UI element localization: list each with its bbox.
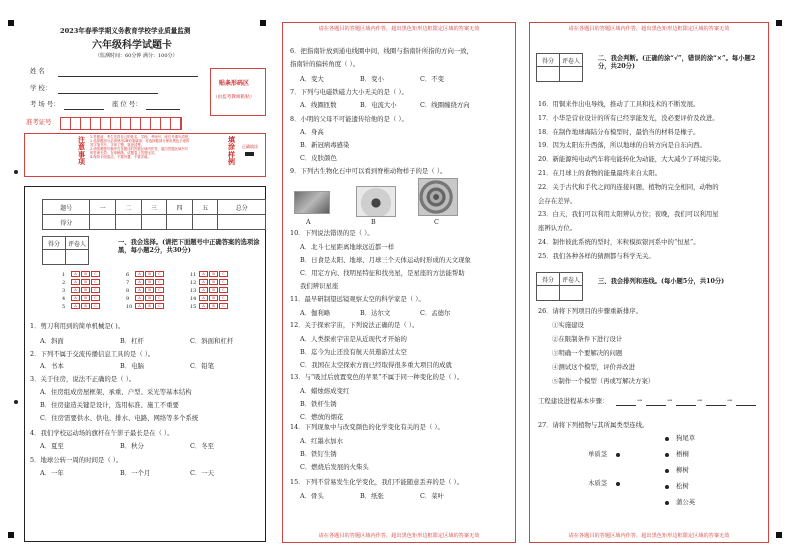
warning-top: 请在各题目的答题区域内作答，超出黑色矩形边框限定区域的答案无效 (568, 26, 730, 32)
bubble-row (126, 303, 165, 310)
judge-item: 20．新能源纯电动汽车将电能转化为动能，大大减少了环境污染。 (538, 155, 726, 164)
bubble-number: 9 (126, 295, 130, 302)
option: A．斜面 (40, 337, 64, 345)
answer-bubble[interactable]: A (135, 287, 144, 293)
grader-cell[interactable] (560, 286, 583, 301)
connect-dot[interactable] (665, 501, 669, 505)
option: A．住房组成房屋框架、承重、户型、采光等基本结构 (40, 388, 192, 396)
question-8: 8．小明的父母不可能遗传给他的是（ ）。 (290, 115, 408, 123)
option: B．达尔文 (360, 309, 391, 317)
answer-bubble[interactable]: A (199, 295, 208, 301)
grader-cell[interactable] (537, 286, 560, 301)
score-header: 四 (167, 200, 193, 215)
corner-mark (776, 532, 782, 538)
answer-bubble[interactable]: C (219, 279, 228, 285)
answer-bubble[interactable]: C (91, 279, 100, 285)
question-9: 9．下列古生物化石中可以看到脊椎动物样子的是（ ）。 (290, 167, 447, 175)
answer-bubble[interactable]: C (219, 287, 228, 293)
option: C．住房需要供水、供电、排水、电路、网络等多个系统 (40, 414, 199, 422)
answer-bubble[interactable]: A (71, 279, 80, 285)
notice-line: 2.选择题部分必须使用2B铅笔填涂；非选择题部分使用黑色字迹的 (90, 138, 190, 143)
answer-bubble[interactable]: C (91, 271, 100, 277)
grader-label: 评卷人 (560, 54, 583, 67)
option: C．用定方向、找明星特征和找亮星，是星座的方法能帮助 (300, 269, 465, 277)
option: A．红墨水加水 (300, 437, 343, 445)
option: C．冬至 (190, 442, 215, 450)
notice-line: 3.请按照题号顺序在各题目的答题区域内作答，超出答题区域书写 (90, 146, 189, 151)
bubble-row (126, 279, 165, 286)
question-4: 4．我们学校运动场的旗杆在午影子最长是在（ ）。 (30, 429, 174, 437)
grader-label: 评卷人 (66, 237, 89, 250)
option: 我们辨识星座 (300, 282, 339, 290)
bubble-number: 15 (190, 303, 197, 310)
question-5: 5．地球公转一周的时间是（ ）。 (30, 456, 123, 464)
sequence-blank[interactable] (646, 405, 666, 406)
bubble-row (190, 271, 229, 278)
answer-bubble[interactable]: C (155, 279, 164, 285)
notice-title: 注意事项 (78, 135, 85, 167)
option: B．电脑 (120, 362, 144, 370)
answer-bubble[interactable]: B (81, 287, 90, 293)
answer-bubble[interactable]: C (219, 271, 228, 277)
answer-bubble[interactable]: C (155, 287, 164, 293)
grader-score-label: 得分 (537, 273, 560, 286)
score-cell[interactable] (116, 215, 142, 230)
option: C．孟德尔 (420, 309, 451, 317)
sequence-blank[interactable] (616, 405, 636, 406)
binding-hole (14, 400, 18, 404)
barcode-title: 贴条形码区 (219, 80, 250, 87)
grader-box-1 (42, 236, 89, 265)
score-header: 一 (90, 200, 116, 215)
answer-bubble[interactable]: B (209, 295, 218, 301)
corner-mark (776, 20, 782, 26)
option: B．日食是太阳、地球、月球三个天体运动时形成的天文现象 (300, 256, 471, 264)
judge-item: 23．白天，我们可以利用太阳辨认方位；夜晚，我们可以利用星 (538, 210, 719, 219)
answer-bubble[interactable]: B (209, 303, 218, 309)
corner-mark (8, 20, 14, 26)
answer-bubble[interactable]: B (145, 295, 154, 301)
answer-bubble[interactable]: A (135, 303, 144, 309)
q27-left: 木质茎 (588, 479, 608, 487)
grader-cell[interactable] (560, 67, 583, 82)
option: A．线圈匝数 (300, 101, 337, 109)
q26-step: ⑤制作一个模型（再或写解决方案） (552, 377, 655, 385)
arrow-icon: → (637, 397, 643, 404)
question-3: 3．关于住房，说法不正确的是（ ）。 (30, 375, 136, 383)
option: A．北斗七星距离地球远近都一样 (300, 243, 395, 251)
q26-step: ②在限制条件下进行设计 (552, 335, 623, 343)
sequence-blank[interactable] (706, 405, 726, 406)
answer-bubble[interactable]: A (71, 287, 80, 293)
room-field[interactable] (64, 109, 104, 110)
answer-bubble[interactable]: A (71, 271, 80, 277)
option: A．夏至 (40, 442, 64, 450)
option: B．纸张 (360, 492, 384, 500)
bubble-row (62, 303, 101, 310)
answer-bubble[interactable]: A (199, 279, 208, 285)
bubble-row (62, 279, 101, 286)
option: A．书本 (40, 362, 64, 370)
score-cell[interactable] (192, 215, 218, 230)
connect-dot[interactable] (665, 437, 669, 441)
answer-bubble[interactable]: C (155, 295, 164, 301)
fill-correct-label: 正确填涂 (242, 144, 258, 149)
question-10: 10．下列说法错误的是（ ）。 (290, 229, 374, 237)
q26-step: ③明确一个要解决的问题 (552, 349, 623, 357)
fossil-image-a (294, 191, 330, 214)
grader-label: 评卷人 (560, 273, 583, 286)
option: B．电流大小 (360, 101, 397, 109)
exam-no-label: 准考证号 (26, 118, 52, 126)
answer-bubble[interactable]: A (199, 271, 208, 277)
arrow-icon: → (727, 397, 733, 404)
q27-left: 单质茎 (588, 450, 608, 458)
connect-dot[interactable] (616, 453, 620, 457)
judge-item: 21．在月球上的食物的能量最终来自太阳。 (538, 169, 662, 177)
fill-correct-sample (245, 152, 254, 156)
score-header: 总分 (218, 200, 266, 215)
school-label: 学 校： (30, 84, 52, 92)
answer-bubble[interactable]: B (209, 271, 218, 277)
judge-item: 22．关于古代和手代之间的连接问题，植物的完全相同，动物的 (538, 182, 719, 191)
q26-step: ④测试这个模型，评价并改进 (552, 363, 636, 371)
notice-line: 4.保持卡面清洁，不要折叠、不要弄破。 (90, 154, 151, 159)
section3-title: 三、我会排列和连线。(每小题5分，共10分) (598, 278, 725, 285)
barcode-area (210, 68, 266, 116)
judge-item: 18．在制作地球海陆分布模型时，最恰当的材料是橡子。 (538, 127, 700, 136)
option: B．秋分 (120, 442, 144, 450)
answer-bubble[interactable]: A (135, 271, 144, 277)
grader-cell[interactable] (537, 67, 560, 82)
bubble-row (190, 303, 229, 310)
bubble-row (62, 295, 101, 302)
bubble-number: 3 (62, 287, 66, 294)
notice-line: 签字笔书写，字体工整、笔迹清楚。 (90, 142, 145, 147)
option: A．伽利略 (300, 309, 331, 317)
score-cell[interactable] (90, 215, 116, 230)
grader-box-3 (536, 272, 583, 301)
room-label: 考 场 号： (30, 100, 60, 108)
question-12: 12．关于探索宇宙，下列说法正确的是（ ）。 (290, 321, 419, 329)
answer-bubble[interactable]: C (155, 303, 164, 309)
answer-bubble[interactable]: B (81, 279, 90, 285)
sequence-blank[interactable] (736, 405, 756, 406)
bubble-row (126, 295, 165, 302)
bubble-number: 8 (126, 287, 130, 294)
option: A．骨头 (300, 492, 324, 500)
bubble-number: 7 (126, 279, 130, 286)
section1-title: 一、我会选择。(请把下面题号中正确答案的选项涂黑，每小题2分，共30分) (118, 239, 260, 255)
answer-bubble[interactable]: C (91, 303, 100, 309)
answer-bubble[interactable]: A (135, 295, 144, 301)
fill-sample-title: 填涂样例 (228, 135, 235, 167)
question-15: 15．下列不常易发生化学变化，我们不能随意丢弃的是（ ）。 (290, 478, 464, 486)
score-row-label: 得分 (43, 215, 90, 230)
notice-list (90, 136, 192, 159)
school-field[interactable] (58, 93, 158, 94)
judge-item: 16．用铜来作出电导线，推动了工具和技术的不断发展。 (538, 100, 700, 108)
bubble-number: 10 (126, 303, 133, 310)
arrow-icon: → (667, 397, 673, 404)
option: C．菜叶 (420, 492, 445, 500)
binding-hole (14, 170, 18, 174)
grader-box-2 (536, 53, 583, 82)
bubble-row (190, 279, 229, 286)
score-cell[interactable] (167, 215, 193, 230)
bubble-number: 1 (62, 271, 66, 278)
answer-bubble[interactable]: C (219, 295, 228, 301)
answer-bubble[interactable]: A (135, 279, 144, 285)
option: C．斜面和杠杆 (190, 337, 234, 345)
q26-title: 26．请将下列项目的步骤重新排序。 (538, 307, 642, 315)
seat-label: 座 位 号： (112, 100, 142, 108)
exam-meta: （监测时间：60分钟 满分：100分） (95, 53, 178, 59)
warning-top: 请在各题目的答题区域内作答，超出黑色矩形边框限定区域的答案无效 (318, 26, 480, 32)
answer-bubble[interactable]: A (71, 303, 80, 309)
grader-score-label: 得分 (43, 237, 66, 250)
answer-bubble[interactable]: C (91, 295, 100, 301)
warning-bottom: 请在各题目的答题区域内作答，超出黑色矩形边框限定区域的答案无效 (318, 533, 480, 539)
answer-bubble[interactable]: B (145, 271, 154, 277)
fossil-label-b: B (371, 218, 376, 226)
option: A．身高 (300, 128, 324, 136)
connect-dot[interactable] (665, 453, 669, 457)
fossil-label-a: A (306, 218, 311, 226)
name-label: 姓 名 (30, 67, 45, 75)
option: C．铅笔 (190, 362, 215, 370)
answer-bubble[interactable]: C (155, 271, 164, 277)
bubble-row (62, 287, 101, 294)
option: B．迄今为止还没有航天员遨游过太空 (300, 348, 407, 356)
connect-dot[interactable] (665, 485, 669, 489)
notice-line: 的答案无效；在草稿纸、试题卷上答题无效。 (90, 150, 158, 155)
q27-right: 狗尾草 (676, 434, 696, 442)
option: C．线圈缠绕方向 (420, 101, 470, 109)
option: B．一个月 (120, 469, 151, 477)
question-7: 7．下列与电磁铁磁力大小无关的是（ ）。 (290, 88, 408, 96)
bubble-row (62, 271, 101, 278)
score-header: 三 (141, 200, 167, 215)
q27-right: 柳树 (676, 466, 689, 474)
q27-right: 蒲公英 (676, 498, 696, 506)
answer-bubble[interactable]: B (145, 303, 154, 309)
bubble-number: 2 (62, 279, 66, 286)
bubble-row (126, 287, 165, 294)
question-14: 14．下列现象中与改变颜色的化学变化有关的是（ ）。 (290, 423, 444, 431)
option: B．住房建造关键是设计，选用标准、施工不重要 (40, 401, 179, 409)
arrow-icon: → (697, 397, 703, 404)
option: B．变小 (360, 75, 384, 83)
bubble-number: 13 (190, 287, 197, 294)
corner-mark (8, 532, 14, 538)
score-cell[interactable] (141, 215, 167, 230)
option: A．变大 (300, 75, 324, 83)
q27-right: 松树 (676, 482, 689, 490)
connect-dot[interactable] (616, 482, 620, 486)
q27-right: 梧桐 (676, 450, 689, 458)
option: C．燃放的烟花 (300, 413, 344, 421)
connect-dot[interactable] (665, 469, 669, 473)
answer-bubble[interactable]: B (209, 279, 218, 285)
option: B．杠杆 (120, 337, 144, 345)
card-title: 六年级科学试题卡 (92, 40, 172, 51)
exam-no-grid[interactable] (60, 117, 182, 130)
answer-bubble[interactable]: A (199, 303, 208, 309)
answer-bubble[interactable]: B (81, 303, 90, 309)
question-1: 1．剪刀利用到的简单机械是( )。 (30, 322, 125, 330)
question-2: 2．下列不属于交流传播信息工具的是（ ）。 (30, 350, 155, 358)
bubble-row (190, 287, 229, 294)
seat-field[interactable] (146, 109, 180, 110)
option: C．一天 (190, 469, 215, 477)
grader-cell[interactable] (66, 250, 89, 265)
judge-item: 24．制作彼此系统的型时，米粒模拟银河系中的“恒星”。 (538, 238, 700, 246)
answer-bubble[interactable]: A (199, 287, 208, 293)
option: C．我国在太空探索方面已经取得很多重大项目的成就 (300, 361, 452, 369)
bubble-number: 6 (126, 271, 130, 278)
answer-bubble[interactable]: B (145, 279, 154, 285)
exam-title: 2023年春季学期义务教育学校学业质量监测 (60, 27, 191, 35)
option: A．一年 (40, 469, 64, 477)
answer-bubble[interactable]: B (81, 271, 90, 277)
section2-title: 二、我会判断。(正确的涂“√”，错误的涂“×”。每小题2分，共20分) (598, 55, 756, 71)
fossil-image-b (356, 186, 396, 217)
option: A．人类探索宇宙是从近现代才开始的 (300, 335, 407, 343)
corner-mark (260, 20, 266, 26)
q26-answer-label: 工程建设进程基本步骤： (538, 397, 609, 405)
judge-item: 25．我们各种各样的猜测都与科学无关。 (538, 251, 655, 260)
fossil-label-c: C (434, 218, 439, 226)
bubble-number: 4 (62, 295, 66, 302)
answer-bubble[interactable]: B (145, 287, 154, 293)
fossil-image-c (418, 178, 458, 216)
option: C．燃烧后发展的火柴头 (300, 463, 369, 471)
q26-step: ①实施建设 (552, 321, 584, 329)
bubble-number: 5 (62, 303, 66, 310)
score-table (42, 199, 266, 230)
option: B．铁杆生锈 (300, 400, 337, 408)
bubble-row (190, 295, 229, 302)
score-header: 题号 (43, 200, 90, 215)
barcode-note: （由监考教师粘贴） (213, 95, 255, 100)
answer-bubble[interactable]: C (219, 303, 228, 309)
answer-bubble[interactable]: B (81, 295, 90, 301)
option: A．蜡烛熔成变红 (300, 387, 350, 395)
judge-item: 会存在差异。 (538, 196, 577, 205)
option: C．皮肤颜色 (300, 154, 337, 162)
answer-bubble[interactable]: B (209, 287, 218, 293)
bubble-row (126, 271, 165, 278)
option: B．铁钉生锈 (300, 450, 337, 458)
grader-cell[interactable] (43, 250, 66, 265)
grader-score-label: 得分 (537, 54, 560, 67)
question-6: 6．把指南针放到通电线圈中间，线圈与指南针所指的方向一致， (290, 47, 474, 55)
judge-item: 19．因为太阳东升西落，所以地球的自转方向是自东向西。 (538, 141, 706, 150)
answer-bubble[interactable]: A (71, 295, 80, 301)
bubble-number: 14 (190, 295, 197, 302)
question-13: 13．与“吸过后放置变色的苹果”不属于同一种变化的是（ ）。 (290, 373, 464, 381)
option: B．新冠病毒感染 (300, 141, 350, 149)
judge-item: 17．小华是营业设计的所有已经享能发光，没必要评价及改进。 (538, 113, 719, 122)
answer-bubble[interactable]: C (91, 287, 100, 293)
judge-item: 座辨认方位。 (538, 224, 577, 233)
sequence-blank[interactable] (676, 405, 696, 406)
name-field[interactable] (58, 76, 198, 77)
bubble-number: 12 (190, 279, 197, 286)
score-header: 五 (192, 200, 218, 215)
q27-title: 27．请将下列植物与其所属类型连线。 (538, 421, 649, 429)
question-6-cont: 指南针的偏转角度（ ）。 (290, 60, 360, 68)
question-11: 11．最早研制望远镜观察太空的科学家是（ ）。 (290, 295, 425, 303)
score-cell[interactable] (218, 215, 266, 230)
score-header: 二 (116, 200, 142, 215)
warning-bottom: 请在各题目的答题区域内作答，超出黑色矩形边框限定区域的答案无效 (568, 533, 730, 539)
option: C．不变 (420, 75, 445, 83)
notice-line: 1.答题前，考生先将自己的姓名、学校、考场号、座位号填写清楚。 (90, 135, 192, 139)
bubble-number: 11 (190, 271, 197, 278)
